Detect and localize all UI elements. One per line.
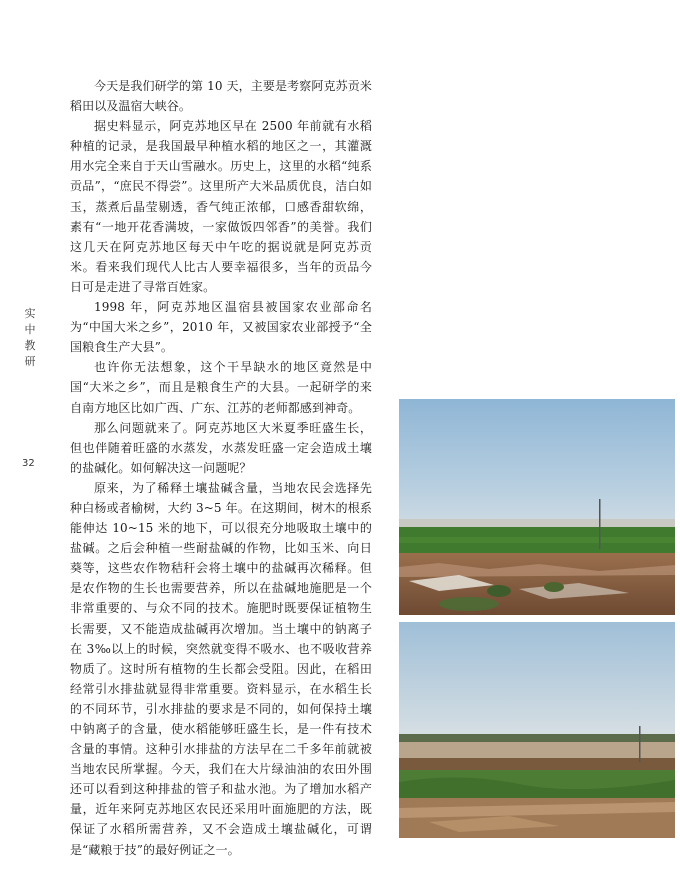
rice-field-photo [399,399,675,615]
paragraph: 也许你无法想象，这个干旱缺水的地区竟然是中国“大米之乡”，而且是粮食生产的大县。一起研学的来自南方地区比如广西、广东、江苏的老师都感到神奇。 [70,360,372,415]
page-number: 32 [22,458,35,469]
paragraph: 那么问题就来了。阿克苏地区大米夏季旺盛生长，但也伴随着旺盛的水蒸发，水蒸发旺盛一定会造成土壤的盐碱化。如何解决这一问题呢？ [70,420,372,475]
rice-field-photo-image [399,399,675,615]
column-label-char: 实 [24,307,36,320]
article-body [70,76,372,860]
column-label-char: 教 [24,339,36,352]
column-label-char: 中 [24,323,36,336]
paragraph: 1998 年，阿克苏地区温宿县被国家农业部命名为“中国大米之乡”，2010 年，又被国家农业部授予“全国粮食生产大县”。 [70,300,372,355]
column-label [22,306,38,370]
saline-land-photo [399,622,675,838]
saline-land-photo-image [399,622,675,838]
paragraph: 据史料显示，阿克苏地区早在 2500 年前就有水稻种植的记录，是我国最早种植水稻的地区之一，其灌溉用水完全来自于天山雪融水。历史上，这里的水稻“纯系贡品”，“庶民不得尝”。这里所产大米品质优良，洁白如玉，蒸煮后晶莹剔透，香气纯正浓郁，口感香甜软绵，素有“一地开花香满坡，一家做饭四邻香”的美誉。我们这几天在阿克苏地区每天中午吃的据说就是阿克苏贡米。看来我们现代人比古人要幸福很多，当年的贡品今日可是走进了寻常百姓家。 [70,119,372,294]
paragraph: 原来，为了稀释土壤盐碱含量，当地农民会选择先种白杨或者榆树，大约 3~5 年。在这期间，树木的根系能伸达 10~15 米的地下，可以很充分地吸取土壤中的盐碱。之后会种植一些耐盐碱的作物，比如玉米、向日葵等，这些农作物秸秆会将土壤中的盐碱再次稀释。但是农作物的生长也需要营养，所以在盐碱地施肥是一个非常重要的、与众不同的技术。施肥时既要保证植物生长需要，又不能造成盐碱再次增加。当土壤中的钠离子在 3‰以上的时候，突然就变得不吸水、也不吸收营养物质了。这时所有植物的生长都会受阻。因此，在稻田经常引水排盐就显得非常重要。资料显示，在水稻生长的不同环节，引水排盐的要求是不同的，如何保持土壤中钠离子的含量，使水稻能够旺盛生长，是一件有技术含量的事情。这种引水排盐的方法早在二千多年前就被当地农民所掌握。今天，我们在大片绿油油的农田外围还可以看到这种排盐的管子和盐水池。为了增加水稻产量，近年来阿克苏地区农民还采用叶面施肥的方法，既保证了水稻所需营养，又不会造成土壤盐碱化，可谓是“藏粮于技”的最好例证之一。 [70,480,372,857]
paragraph: 今天是我们研学的第 10 天，主要是考察阿克苏贡米稻田以及温宿大峡谷。 [70,79,372,114]
column-label-char: 研 [24,355,36,368]
